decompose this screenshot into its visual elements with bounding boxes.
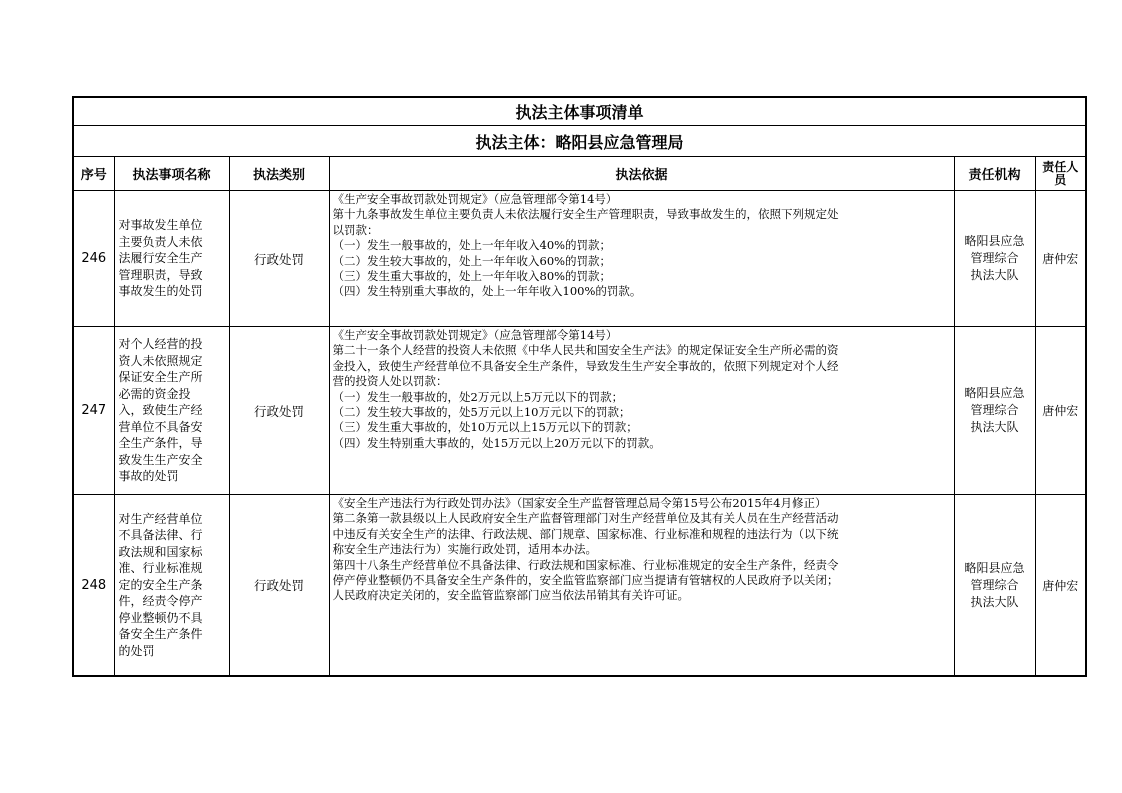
name-line: 致发生生产安全: [118, 452, 203, 467]
basis-line: （三）发生重大事故的，处上一年年收入80%的罚款；: [332, 269, 612, 284]
name-line: 事故发生的处罚: [118, 284, 203, 299]
header-name: 执法事项名称: [114, 157, 229, 191]
org-line: 执法大队: [970, 420, 1019, 434]
enforcement-subject: 执法主体：略阳县应急管理局: [73, 126, 1086, 157]
row-type: 行政处罚: [229, 495, 329, 677]
row-seq: 247: [73, 327, 114, 495]
row-person: 唐仲宏: [1035, 191, 1086, 327]
row-item-name: [114, 327, 229, 495]
name-line: 营单位不具备安: [118, 419, 203, 434]
name-line: 定的安全生产条: [118, 577, 203, 592]
row-seq: 248: [73, 495, 114, 677]
header-row: [73, 157, 1086, 191]
name-line: 对生产经营单位: [118, 511, 203, 526]
header-person-line1: 责任人: [1042, 159, 1079, 174]
name-line: 停业整顿仍不具: [118, 610, 203, 625]
basis-line: （四）发生特别重大事故的，处上一年年收入100%的罚款。: [332, 284, 642, 299]
basis-line: （四）发生特别重大事故的，处15万元以上20万元以下的罚款。: [332, 435, 661, 450]
org-line: 执法大队: [970, 268, 1019, 282]
row-type: 行政处罚: [229, 191, 329, 327]
basis-line: 《安全生产违法行为行政处罚办法》（国家安全生产监督管理总局令第15号公布2015年4月修正）: [332, 496, 827, 510]
org-line: 管理综合: [970, 251, 1019, 265]
header-org: 责任机构: [954, 157, 1035, 191]
basis-line: （一）发生一般事故的，处2万元以上5万元以下的罚款；: [332, 389, 624, 404]
basis-line: （二）发生较大事故的，处上一年年收入60%的罚款；: [332, 253, 612, 268]
basis-line: 人民政府决定关闭的，安全监管监察部门应当依法吊销其有关许可证。: [332, 588, 689, 603]
header-seq: 序号: [73, 157, 114, 191]
name-line: 保证安全生产所: [118, 370, 203, 385]
basis-line: 第二条第一款县级以上人民政府安全生产监督管理部门对生产经营单位及其有关人员在生产经营活动: [332, 511, 839, 526]
row-org: [954, 327, 1035, 495]
name-line: 主要负责人未依: [118, 234, 203, 249]
basis-line: 以罚款：: [332, 222, 379, 237]
row-person: 唐仲宏: [1035, 495, 1086, 677]
name-line: 资人未依照规定: [118, 353, 203, 368]
row-basis: [329, 327, 954, 495]
basis-line: 《生产安全事故罚款处罚规定》（应急管理部令第14号）: [332, 192, 618, 206]
org-line: 管理综合: [970, 577, 1019, 592]
header-basis: 执法依据: [329, 157, 954, 191]
row-org: [954, 495, 1035, 677]
name-line: 入，致使生产经: [118, 403, 203, 418]
name-line: 准、行业标准规: [118, 561, 203, 576]
basis-line: 第二十一条个人经营的投资人未依照《中华人民共和国安全生产法》的规定保证安全生产所必需的资: [332, 343, 839, 358]
row-item-name: [114, 495, 229, 677]
org-line: 略阳县应急: [964, 386, 1025, 400]
name-line: 对个人经营的投: [118, 337, 203, 352]
basis-line: 营的投资人处以罚款：: [332, 374, 448, 389]
basis-line: 停产停业整顿仍不具备安全生产条件的，安全监管监察部门应当提请有管辖权的人民政府予以关闭；: [332, 573, 839, 588]
header-person-line2: 员: [1054, 172, 1067, 187]
name-line: 法履行安全生产: [118, 251, 203, 266]
name-line: 件，经责令停产: [118, 594, 203, 609]
name-line: 必需的资金投: [118, 386, 191, 401]
basis-line: （二）发生较大事故的，处5万元以上10万元以下的罚款；: [332, 405, 631, 420]
name-line: 的处罚: [118, 643, 155, 658]
name-line: 事故的处罚: [118, 469, 179, 484]
basis-line: 金投入，致使生产经营单位不具备安全生产条件，导致发生生产安全事故的，依照下列规定对个人经: [332, 358, 839, 373]
org-line: 管理综合: [970, 403, 1019, 417]
basis-line: 第四十八条生产经营单位不具备法律、行政法规和国家标准、行业标准规定的安全生产条件，经责令: [332, 557, 839, 572]
name-line: 备安全生产条件: [118, 627, 203, 642]
table-row: [73, 327, 1086, 495]
row-org: [954, 191, 1035, 327]
name-line: 全生产条件，导: [118, 436, 203, 451]
org-line: 执法大队: [970, 594, 1019, 609]
name-line: 管理职责，导致: [118, 267, 203, 282]
basis-line: 第十九条事故发生单位主要负责人未依法履行安全生产管理职责，导致事故发生的，依照下列规定处: [332, 207, 839, 222]
name-line: 不具备法律、行: [118, 528, 203, 543]
table-row: [73, 495, 1086, 677]
row-seq: 246: [73, 191, 114, 327]
basis-line: 《生产安全事故罚款处罚规定》（应急管理部令第14号）: [332, 328, 618, 342]
basis-line: 称安全生产违法行为）实施行政处罚，适用本办法。: [332, 542, 597, 557]
table-row: [73, 191, 1086, 327]
row-type: 行政处罚: [229, 327, 329, 495]
header-person: [1035, 157, 1086, 191]
row-basis: [329, 191, 954, 327]
row-item-name: [114, 191, 229, 327]
org-line: 略阳县应急: [964, 560, 1025, 575]
org-line: 略阳县应急: [964, 234, 1025, 248]
row-person: 唐仲宏: [1035, 327, 1086, 495]
row-basis: [329, 495, 954, 677]
sheet-title: 执法主体事项清单: [73, 97, 1086, 126]
enforcement-table: [72, 96, 1087, 677]
name-line: 政法规和国家标: [118, 544, 203, 559]
basis-line: （一）发生一般事故的，处上一年年收入40%的罚款；: [332, 238, 612, 253]
basis-line: 中违反有关安全生产的法律、行政法规、部门规章、国家标准、行业标准和规程的违法行为（以下统: [332, 526, 839, 541]
basis-line: （三）发生重大事故的，处10万元以上15万元以下的罚款；: [332, 420, 638, 435]
name-line: 对事故发生单位: [118, 218, 203, 233]
header-type: 执法类别: [229, 157, 329, 191]
